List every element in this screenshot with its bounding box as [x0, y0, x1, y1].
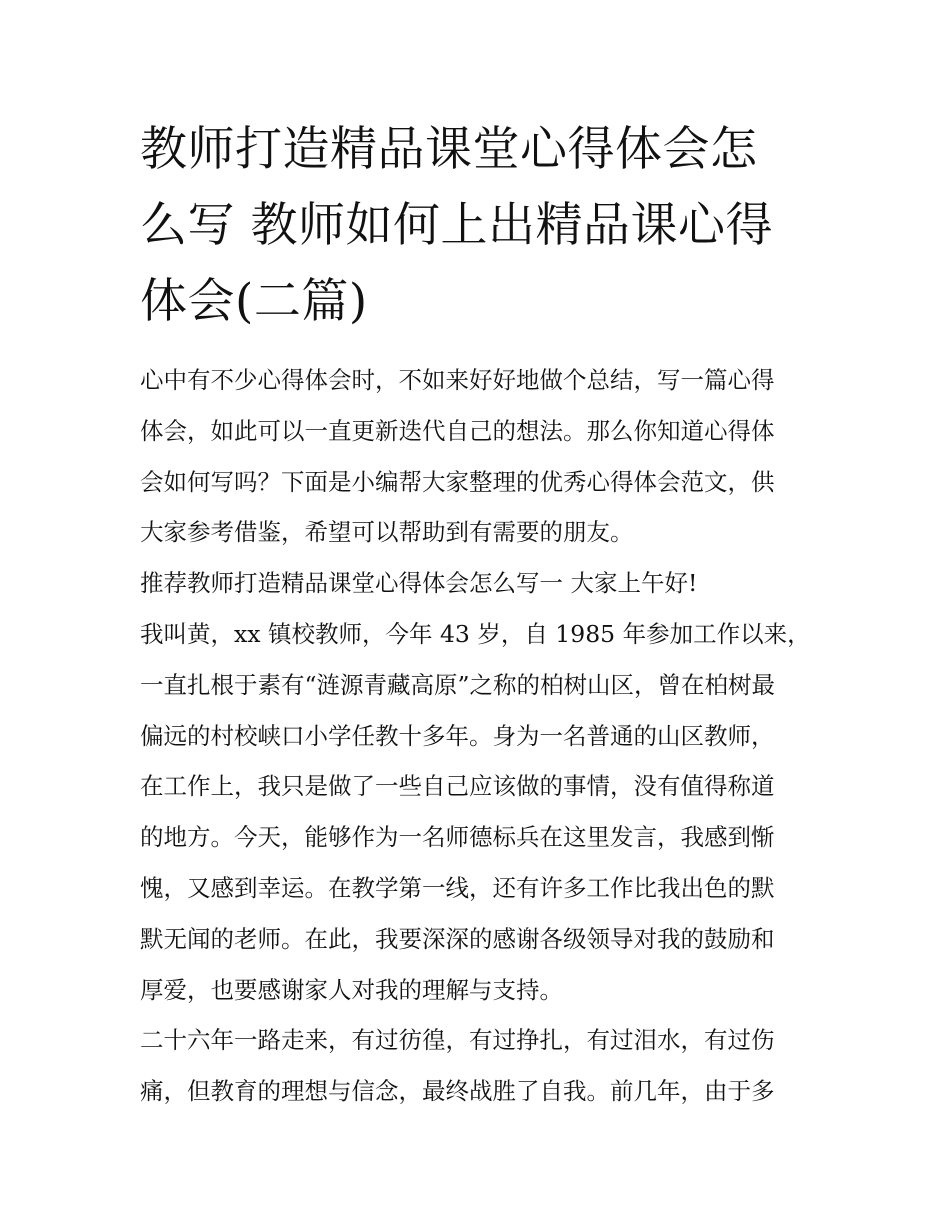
- body-line: 厚爱，也要感谢家人对我的理解与支持。: [140, 975, 563, 1004]
- document-body: [140, 355, 820, 1117]
- body-line: 偏远的村校峡口小学任教十多年。身为一名普通的山区教师，: [140, 721, 775, 750]
- body-line: 心中有不少心得体会时，不如来好好地做个总结，写一篇心得: [140, 366, 775, 394]
- document-title: [140, 112, 820, 340]
- body-line: 的地方。今天，能够作为一名师德标兵在这里发言，我感到惭: [140, 823, 775, 852]
- body-line: 痛，但教育的理想与信念，最终战胜了自我。前几年，由于多: [140, 1077, 775, 1106]
- body-line: 体会，如此可以一直更新迭代自己的想法。那么你知道心得体: [140, 416, 775, 445]
- body-line: 默无闻的老师。在此，我要深深的感谢各级领导对我的鼓励和: [140, 924, 775, 953]
- body-line: 在工作上，我只是做了一些自己应该做的事情，没有值得称道: [140, 772, 775, 801]
- body-line: 会如何写吗？下面是小编帮大家整理的优秀心得体会范文，供: [140, 467, 775, 496]
- body-line: 二十六年一路走来，有过彷徨，有过挣扎，有过泪水，有过伤: [140, 1026, 775, 1055]
- body-line: 我叫黄，xx 镇校教师，今年 43 岁，自 1985 年参加工作以来，: [140, 619, 811, 648]
- title-line: 教师打造精品课堂心得体会怎: [140, 122, 758, 177]
- title-line: 体会(二篇): [140, 274, 368, 329]
- title-line: 么写 教师如何上出精品课心得: [140, 198, 773, 253]
- body-line: 一直扎根于素有“涟源青藏高原”之称的柏树山区，曾在柏树最: [140, 670, 776, 699]
- body-line: 推荐教师打造精品课堂心得体会怎么写一 大家上午好!: [140, 569, 698, 598]
- body-line: 大家参考借鉴，希望可以帮助到有需要的朋友。: [140, 518, 634, 547]
- body-line: 愧，又感到幸运。在教学第一线，还有许多工作比我出色的默: [140, 873, 775, 902]
